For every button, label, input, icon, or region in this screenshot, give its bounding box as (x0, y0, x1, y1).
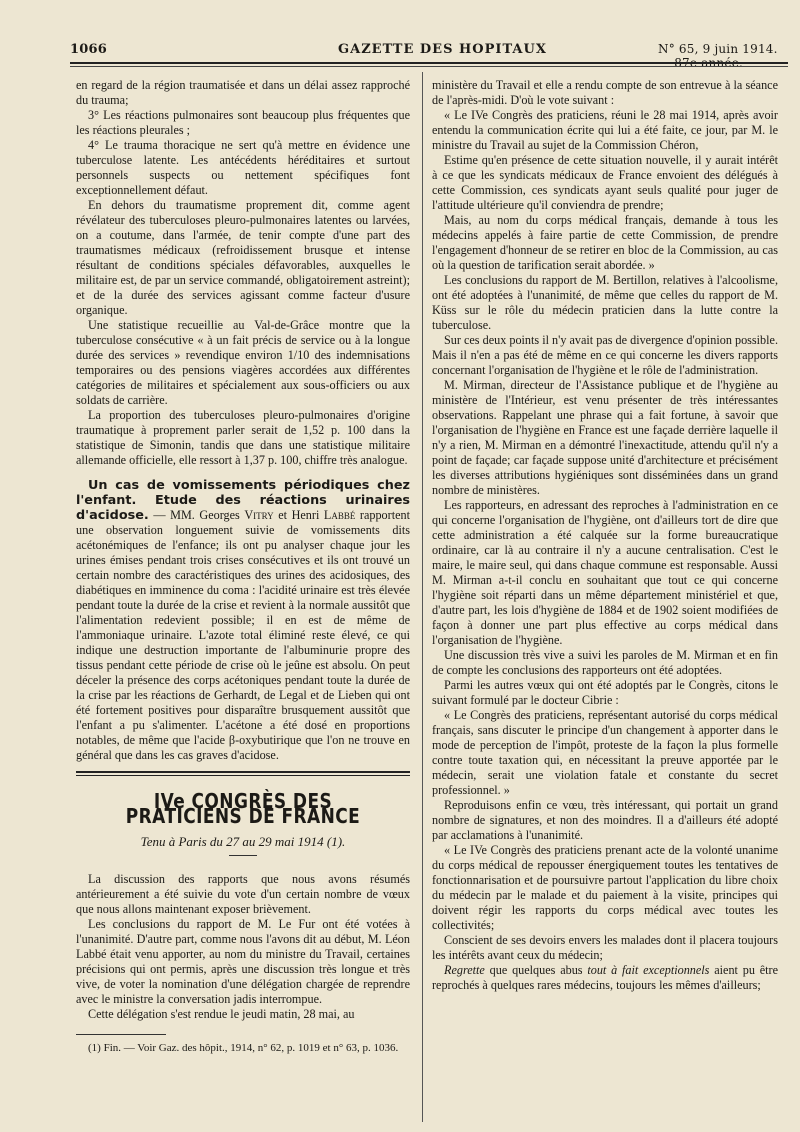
short-rule (229, 855, 257, 856)
footnote-rule (76, 1034, 166, 1035)
paragraph (432, 963, 778, 993)
section-and: et Henri (273, 508, 324, 522)
paragraph: Conscient de ses devoirs envers les malades dont il placera toujours les intérêts avant ceux du médecin; (432, 933, 778, 962)
paragraph: « Le IVe Congrès des praticiens, réuni le 28 mai 1914, après avoir entendu la communication écrite qui lui a été faite, ce jour, par M. le ministre du Travail au sujet de la Commission Chéron, (432, 108, 778, 152)
header-rule (70, 62, 788, 64)
paragraph: 4° Le trauma thoracique ne sert qu'à mettre en évidence une tuberculose latente. Les antécédents héréditaires et surtout personnels suspects ou nettement spécifiques font exceptionnellement défaut. (76, 138, 410, 197)
paragraph: La discussion des rapports que nous avons résumés antérieurement a été suivie du vote d'un certain nombre de vœux que nous allons maintenant exposer brièvement. (76, 872, 410, 916)
section-title: Un cas de vomissements périodiques chez l'enfant. Etude des réactions urinaires d'acidose. (76, 478, 410, 523)
paragraph: Estime qu'en présence de cette situation nouvelle, il y aurait intérêt à ce que les syndicats médicaux de France envoient des délégués à cette Commission, ces syndicats ayant seuls qualité pour juger de l'attitude ultérieure qu'il conviendra de prendre; (432, 153, 778, 212)
paragraph: Reproduisons enfin ce vœu, très intéressant, qui portait un grand nombre de signatures, et non des moindres. Il a d'ailleurs été adopté par acclamations à l'unanimité. (432, 798, 778, 842)
paragraph: Les rapporteurs, en adressant des reproches à l'administration en ce qui concerne l'organisation de l'hygiène, ont d'ailleurs tort de dire que cette administration a été calquée sur la forme bureaucratique ordinaire, car là au contraire il n'y a aucune centralisation. C'est le maire, le maire seul, qui dans chaque commune est responsable. Aussi M. Mirman a-t-il conclu en souhaitant que tout ce qui concerne l'hygiène soit réparti dans un même département ministériel et que, d'autre part, les lois d'hygiène de 1884 et de 1902 soient modifiées de façon à donner une part plus effective au corps médical dans l'organisation de l'hygiène. (432, 498, 778, 647)
left-column (76, 78, 410, 1055)
italic-text: tout à fait exceptionnels (587, 963, 710, 977)
text-run: que quelques abus (484, 963, 588, 977)
paragraph: Les conclusions du rapport de M. Le Fur ont été votées à l'unanimité. D'autre part, comme nous l'avons dit au début, M. Léon Labbé était venu apporter, au nom du ministre du Travail, certaines précisions qui ont permis, après une discussion très longue et très vive, de voter la nomination d'une délégation chargée de reprendre avec le ministre la conversation jadis interrompue. (76, 917, 410, 1006)
italic-text: Regrette (444, 963, 485, 977)
paragraph: Une statistique recueillie au Val-de-Grâce montre que la tuberculose consécutive « à un fait précis de service ou à la longue durée des services » revendique environ 1/10 des indemnisations temporaires ou des pensions viagères accordées aux différentes catégories de militaires et spécialement aux sous-officiers ou aux soldats de carrière. (76, 318, 410, 407)
paragraph: « Le Congrès des praticiens, représentant autorisé du corps médical français, sans discuter le principe d'un changement à apporter dans le mode de perception de l'impôt, proteste de la façon la plus formelle contre toute taxation qui, en nécessitant la preuve apportée par le médecin, serait une violation fatale et constante du secret professionnel. » (432, 708, 778, 797)
paragraph: Parmi les autres vœux qui ont été adoptés par le Congrès, citons le suivant formulé par le docteur Cibrie : (432, 678, 778, 707)
paragraph: 3° Les réactions pulmonaires sont beaucoup plus fréquentes que les réactions pleurales ; (76, 108, 410, 137)
congress-subtitle: Tenu à Paris du 27 au 29 mai 1914 (1). (140, 834, 346, 849)
section-text: rapportent une observation longuement suivie de vomissements dits acétonémiques de l'enfance; ils ont pu analyser chaque jour les urines émises pendant trois crises consécutives et ils ont trouvé un certain nombre des caractéristiques des urines des acidosiques, des diabétiques en imminence du coma : l'acidité urinaire est très élevée pendant toute la durée de la crise et revient à la normale aussitôt que l'alimentation redevient possible; il en est de même de l'ammoniaque urinaire. L'azote total éliminé reste élevé, ce qui indique une destruction importante de l'albuminurie propre des tissus pendant cette période de crise où le jeûne est absolu. On peut déceler la présence des corps acétoniques pendant toute la durée de la crise par les réactions de Gerhardt, de Legal et de Lieben qui ont été fortement positives pour disparaître brusquement aussitôt que l'enfant a pu s'alimenter. L'acétone a été dosé en proportions notables, de même que l'acide β-oxybutirique que l'on ne trouve en général que dans les cas graves d'acidose. (76, 508, 410, 762)
page-header (70, 38, 788, 70)
column-separator (422, 72, 423, 1122)
congress-title: IVe CONGRÈS DES PRATICIENS DE FRANCE (125, 789, 361, 828)
paragraph: Les conclusions du rapport de M. Bertillon, relatives à l'alcoolisme, ont été adoptées à l'unanimité, de même que celles du rapport de M. Küss sur le rôle du médecin praticien dans la lutte contre la tuberculose. (432, 273, 778, 332)
right-column (432, 78, 778, 993)
paragraph: « Le IVe Congrès des praticiens prenant acte de la volonté unanime du corps médical de repousser énergiquement toutes les tentatives de fonctionnarisation et de poursuivre partout l'application du libre choix du médecin par le malade et du paiement à la visite, principes qui doivent régir les rapports du corps médical avec toutes les collectivités; (432, 843, 778, 932)
paragraph: Cette délégation s'est rendue le jeudi matin, 28 mai, au (88, 1007, 355, 1021)
page-number: 1066 (70, 42, 107, 57)
author-name: Labbé (323, 508, 356, 522)
footnote: (1) Fin. — Voir Gaz. des hôpit., 1914, n° 62, p. 1019 et n° 63, p. 1036. (88, 1042, 399, 1054)
paragraph: Mais, au nom du corps médical français, demande à tous les médecins appelés à faire partie de cette Commission, de prendre l'engagement d'honneur de se retirer en bloc de la Commission, au cas où la question de tarification serait abordée. » (432, 213, 778, 272)
journal-title: GAZETTE DES HOPITAUX (338, 42, 547, 57)
paragraph: M. Mirman, directeur de l'Assistance publique et de l'hygiène au ministère de l'Intérieur, est venu présenter de très intéressantes observations. Rappelant une phrase qui a fait fortune, à savoir que l'organisation de l'hygiène en France est une façade derrière laquelle il n'y a rien, M. Mirman en a démontré l'inexactitude, attendu qu'il n'y a point de façade; car façade suppose unité d'architecture et précisément les diverses attributions hygiéniques sont disséminées dans un grand nombre de ministères. (432, 378, 778, 497)
paragraph: Sur ces deux points il n'y avait pas de divergence d'opinion possible. Mais il n'en a pas été de même en ce qui concerne les divers rapports concernant l'organisation de l'hygiène et le rôle de l'administration. (432, 333, 778, 377)
paragraph: ministère du Travail et elle a rendu compte de son entrevue à la séance de l'après-midi. D'où le vote suivant : (432, 78, 778, 107)
section-divider (76, 771, 410, 776)
paragraph: En dehors du traumatisme proprement dit, comme agent révélateur des tuberculoses pleuro-pulmonaires latentes ou larvées, on a coutume, dans l'armée, de tenir compte d'une part des traumatismes médicaux (refroidissement brusque et intense résultant de conditions spéciales défavorables, auxquelles le militaire est, de par un service commandé, obligatoirement astreint); et de la durée des services agissant comme facteur d'usure organique. (76, 198, 410, 317)
section-vomissements (76, 478, 410, 763)
issue-info: N° 65, 9 juin 1914. — 87e année. (658, 42, 778, 70)
section-dash: — MM. Georges (148, 508, 245, 522)
header-rule-thin (70, 66, 788, 67)
paragraph: Une discussion très vive a suivi les paroles de M. Mirman et en fin de compte les conclusions des rapporteurs ont été adoptées. (432, 648, 778, 677)
text-run: aient pu être reprochés à quelques rares médecins, toujours les mêmes d'ailleurs; (432, 963, 778, 992)
paragraph: La proportion des tuberculoses pleuro-pulmonaires d'origine traumatique à proprement parler serait de 1,52 p. 100 dans la statistique de Simonin, tandis que dans une statistique militaire allemande officielle, elle ressort à 1,37 p. 100, chiffre très analogue. (76, 408, 410, 467)
paragraph: en regard de la région traumatisée et dans un délai assez rapproché du trauma; (76, 78, 410, 107)
author-name: Vitry (244, 508, 274, 522)
